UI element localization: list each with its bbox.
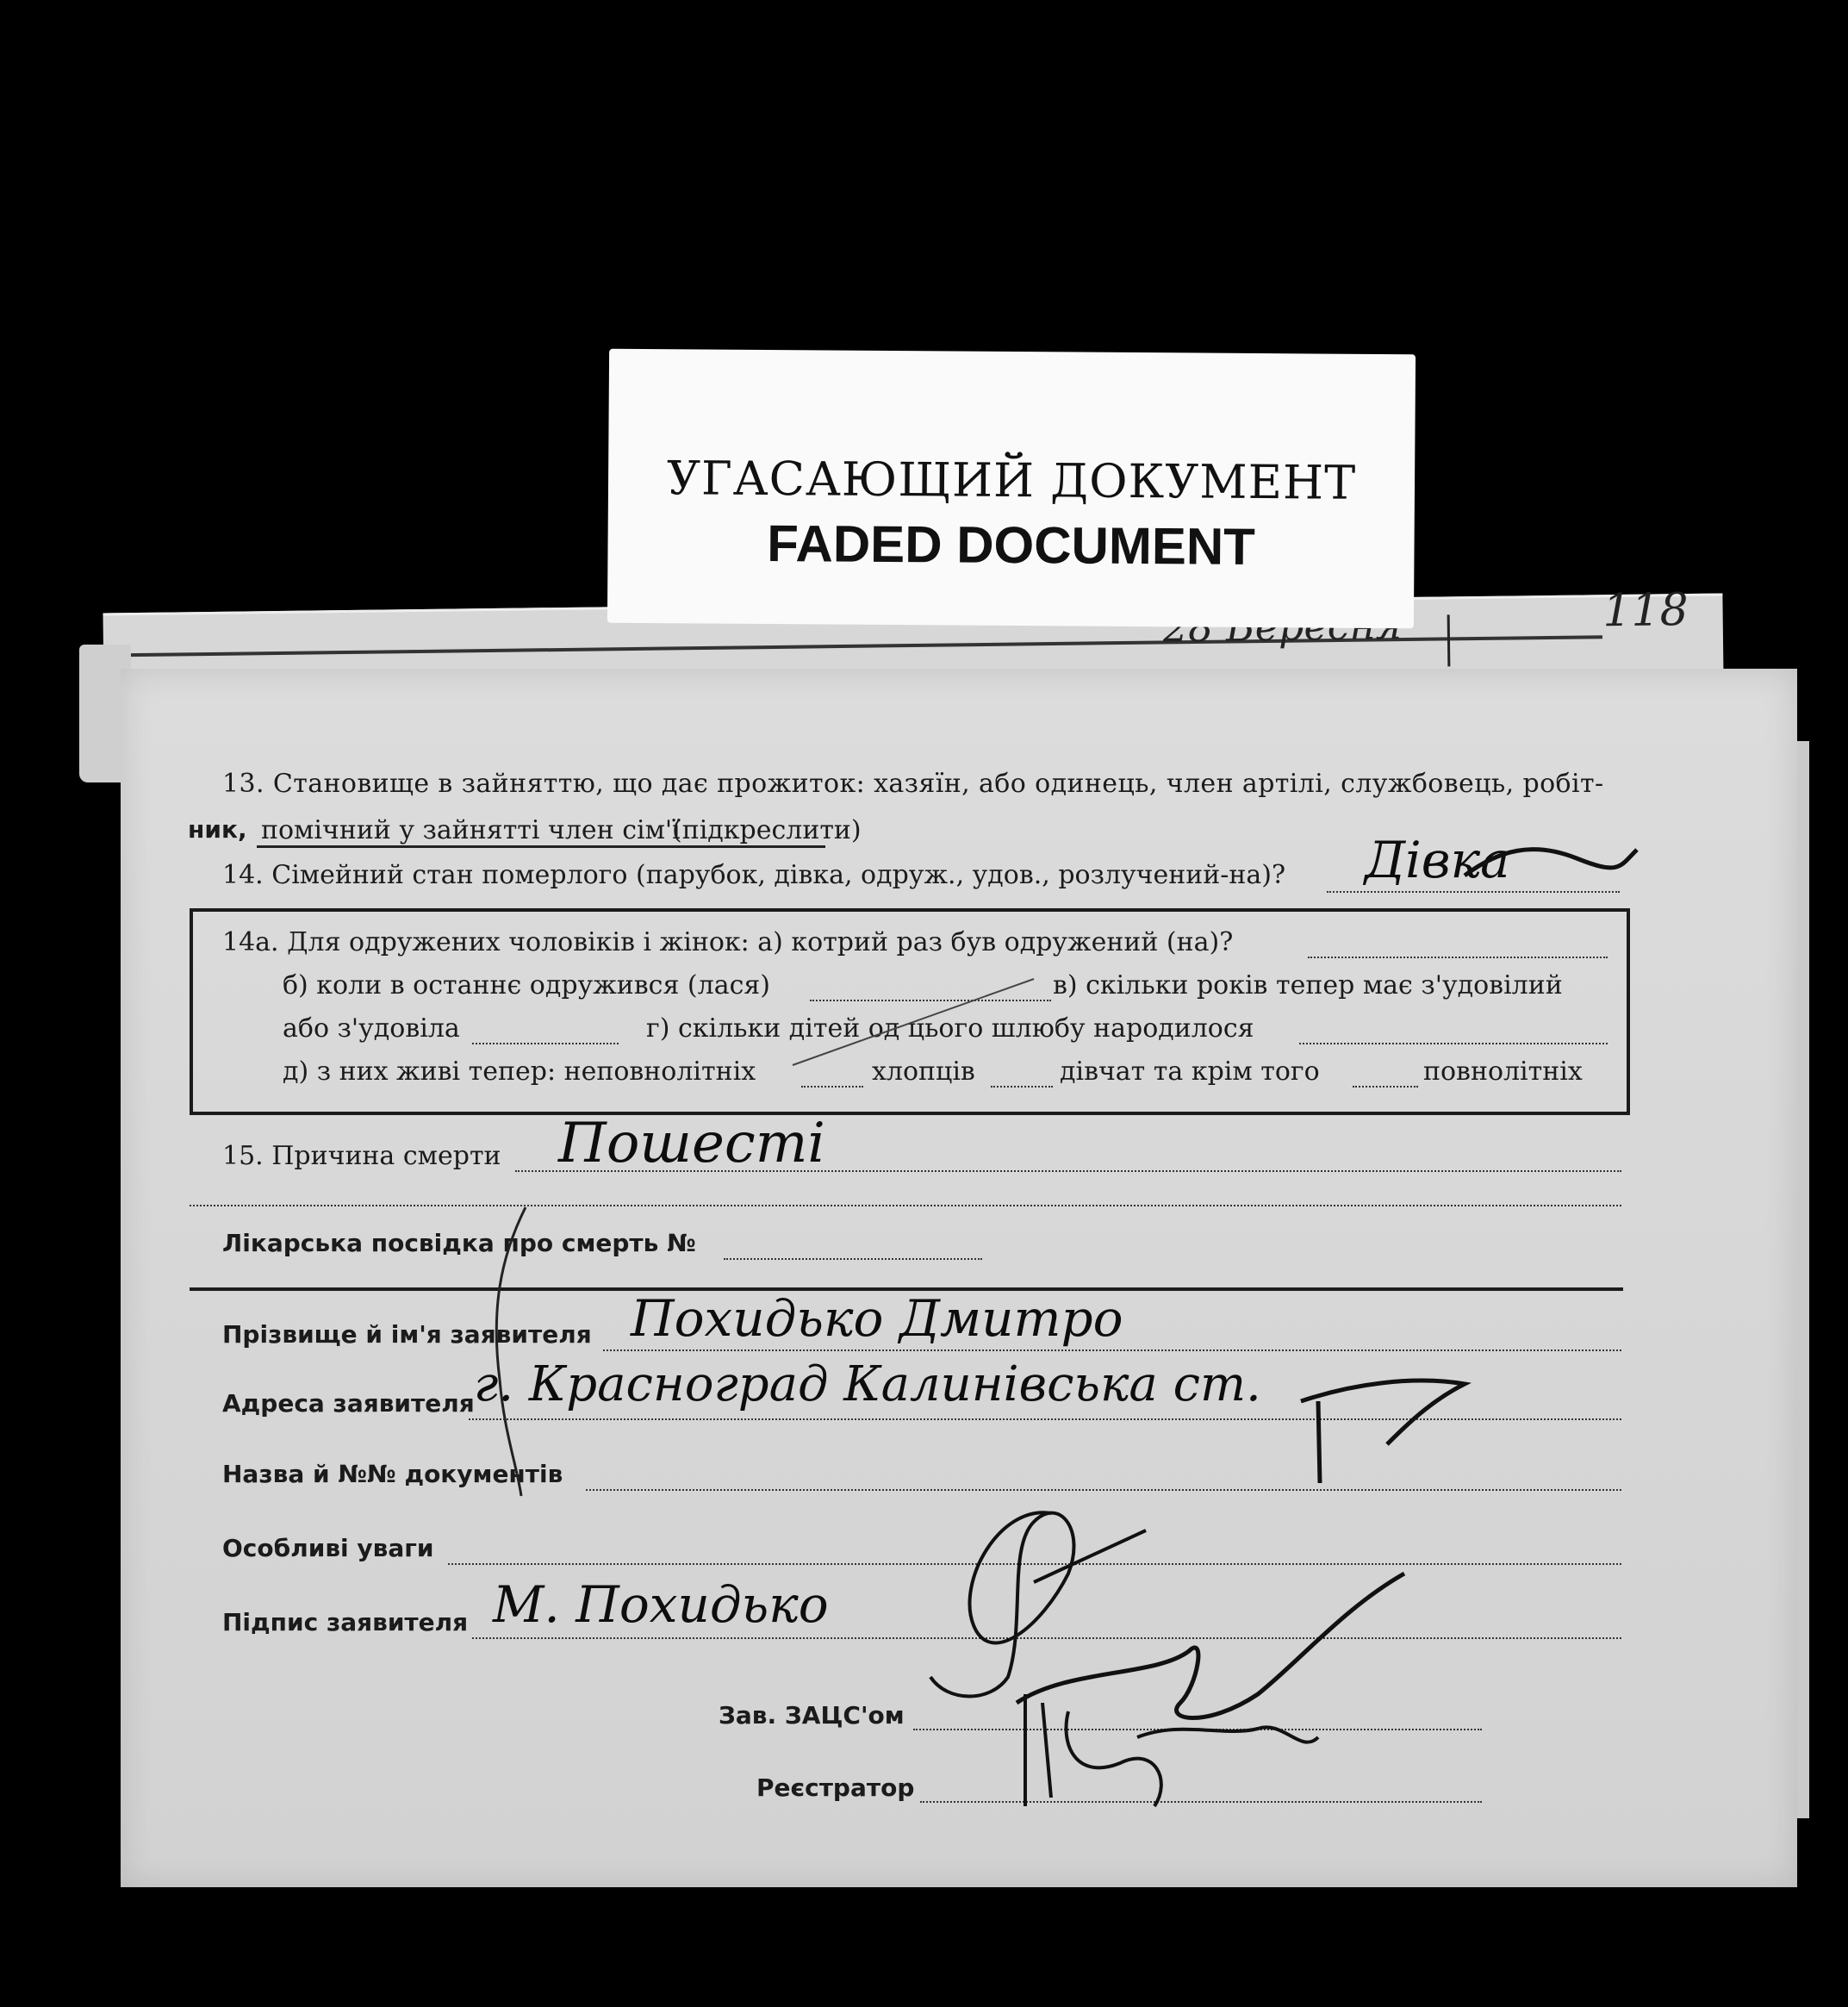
- q14-answer-flourish: [1465, 832, 1637, 893]
- page-number: 118: [1602, 584, 1689, 638]
- q14a-line2-b: в) скільки років тепер має з'удовілий: [1053, 970, 1563, 1000]
- documents-label: Назва й №№ документів: [222, 1460, 563, 1488]
- applicant-signature-label: Підпис заявителя: [222, 1608, 469, 1636]
- q14a-line3-b: г) скільки дітей од цього шлюбу народилося: [646, 1013, 1254, 1044]
- q13-underline: [257, 845, 825, 848]
- q13-line2-underlined: помічний у зайнятті член сім'ї: [261, 815, 681, 845]
- q14a-line1-dots: [1308, 957, 1608, 958]
- applicant-address-label: Адреса заявителя: [222, 1389, 475, 1418]
- official-signatures: [896, 1479, 1430, 1841]
- q14a-line1: 14а. Для одружених чоловіків і жінок: а) котрий раз був одружений (на)?: [222, 927, 1234, 957]
- q14a-line4-a: д) з них живі тепер: неповнолітніх: [283, 1056, 756, 1087]
- faded-label-en: FADED DOCUMENT: [766, 514, 1256, 576]
- q14-label: 14. Сімейний стан померлого (парубок, дівка, одруж., удов., розлучений-на)?: [222, 860, 1286, 890]
- applicant-name-label: Прізвище й ім'я заявителя: [222, 1320, 592, 1349]
- q15-dots-2: [190, 1205, 1621, 1206]
- death-record-form: [121, 669, 1797, 1887]
- applicant-name-value: Похидько Дмитро: [631, 1289, 1123, 1348]
- head-label: Зав. ЗАЦС'ом: [719, 1701, 905, 1730]
- faded-document-label: [607, 349, 1416, 629]
- applicant-name-dots: [603, 1349, 1621, 1351]
- q14a-strike-line: [793, 970, 1051, 1074]
- faded-label-ru: УГАСАЮЩИЙ ДОКУМЕНТ: [666, 451, 1357, 510]
- applicant-address-value: г. Красноград Калинівська ст.: [474, 1356, 1261, 1412]
- hand-stroke: [482, 1207, 551, 1500]
- q13-line2-a: ник,: [188, 815, 247, 844]
- q14a-line4-d: повнолітніх: [1423, 1056, 1583, 1087]
- medical-cert-label: Лікарська посвідка про смерть №: [222, 1229, 696, 1257]
- registrar-label: Реєстратор: [756, 1773, 915, 1802]
- q13-line1: 13. Становище в зайняттю, що дає прожиток: хазяїн, або одинець, член артілі, службовець, робіт-: [222, 769, 1604, 799]
- applicant-signature: М. Похидько: [493, 1575, 829, 1634]
- q14a-line3-dots-b: [1299, 1043, 1608, 1044]
- q14a-line2-a: б) коли в останнє одружився (лася): [283, 970, 771, 1000]
- q14a-line4-dots-b: [991, 1086, 1053, 1088]
- q13-line2-c: (підкреслити): [672, 815, 862, 845]
- q14-answer: Дівка: [1365, 831, 1510, 889]
- q14a-line4-c: дівчат та крім того: [1060, 1056, 1320, 1087]
- back-sheet-divider: [1447, 614, 1451, 666]
- q15-label: 15. Причина смерти: [222, 1141, 501, 1171]
- special-notes-label: Особливі уваги: [222, 1534, 434, 1562]
- q14a-line4-dots-a: [801, 1086, 863, 1088]
- address-flourish: [1301, 1367, 1473, 1487]
- q14a-line4-dots-c: [1353, 1086, 1418, 1088]
- q15-answer: Пошесті: [558, 1112, 825, 1175]
- q14a-line4-b: хлопців: [872, 1056, 975, 1087]
- q14a-line3-dots-a: [472, 1043, 619, 1044]
- medical-cert-dots: [724, 1258, 982, 1260]
- q14a-line3-a: або з'удовіла: [283, 1013, 460, 1044]
